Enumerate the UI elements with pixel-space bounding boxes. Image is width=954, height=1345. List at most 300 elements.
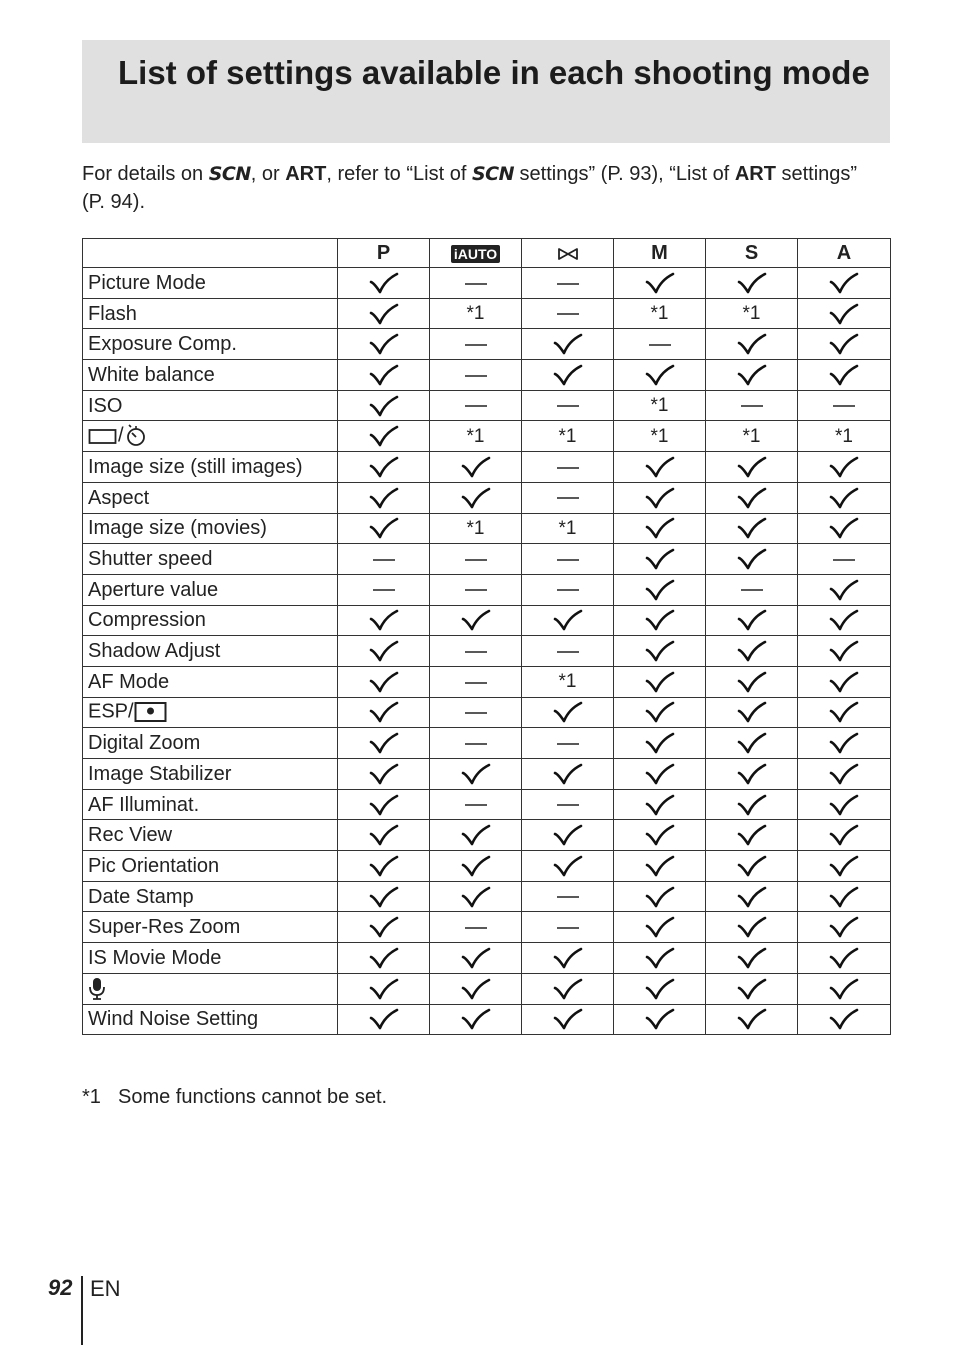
setting-cell [522, 789, 614, 820]
table-row [83, 728, 891, 759]
setting-cell [338, 574, 430, 605]
table-row [83, 544, 891, 575]
setting-cell [430, 666, 522, 697]
setting-label-text: IS Movie Mode [88, 946, 222, 969]
check-icon [828, 915, 860, 939]
check-icon [828, 302, 860, 326]
check-icon [368, 639, 400, 663]
setting-cell [798, 268, 891, 299]
check-icon [736, 823, 768, 847]
dash-mark [465, 681, 487, 685]
setting-cell [338, 666, 430, 697]
setting-cell [706, 881, 798, 912]
setting-cell [430, 1004, 522, 1035]
dash-mark [465, 742, 487, 746]
setting-cell [614, 728, 706, 759]
check-icon [368, 363, 400, 387]
setting-label [83, 759, 338, 790]
column-header-p: P [338, 239, 430, 268]
check-icon [552, 1007, 584, 1031]
check-icon [828, 516, 860, 540]
setting-cell [706, 820, 798, 851]
intro-text-2: , or [250, 163, 286, 185]
check-icon [736, 762, 768, 786]
setting-cell [706, 421, 798, 452]
setting-cell [706, 513, 798, 544]
check-icon [736, 793, 768, 817]
setting-cell [338, 943, 430, 974]
check-icon [644, 1007, 676, 1031]
setting-label [83, 268, 338, 299]
check-icon [736, 670, 768, 694]
table-row [83, 666, 891, 697]
setting-cell [614, 912, 706, 943]
check-icon [368, 1007, 400, 1031]
check-icon [828, 977, 860, 1001]
setting-label [83, 973, 338, 1004]
check-icon [644, 946, 676, 970]
setting-cell [706, 574, 798, 605]
setting-cell [706, 605, 798, 636]
dash-mark [557, 404, 579, 408]
table-row [83, 513, 891, 544]
iauto-icon: iAUTO [451, 245, 500, 263]
check-icon [828, 946, 860, 970]
setting-cell [338, 759, 430, 790]
setting-label-text: Wind Noise Setting [88, 1008, 259, 1031]
check-icon [644, 854, 676, 878]
setting-label [83, 421, 338, 452]
setting-cell [522, 943, 614, 974]
setting-cell [614, 759, 706, 790]
setting-cell [798, 513, 891, 544]
setting-cell [798, 298, 891, 329]
table-row [83, 789, 891, 820]
drive-single-icon [88, 426, 118, 446]
setting-cell [614, 943, 706, 974]
table-row [83, 943, 891, 974]
setting-cell [614, 820, 706, 851]
setting-cell [430, 728, 522, 759]
check-icon [828, 608, 860, 632]
setting-cell [338, 298, 430, 329]
setting-cell [706, 544, 798, 575]
dash-mark [557, 650, 579, 654]
check-icon [368, 424, 400, 448]
setting-cell [338, 912, 430, 943]
check-icon [644, 885, 676, 909]
setting-cell [338, 360, 430, 391]
check-icon [368, 332, 400, 356]
dash-mark [557, 496, 579, 500]
setting-cell [430, 881, 522, 912]
note-ref: *1 [558, 517, 577, 539]
setting-cell [338, 390, 430, 421]
setting-cell [430, 544, 522, 575]
setting-cell [522, 851, 614, 882]
setting-cell [798, 943, 891, 974]
check-icon [828, 731, 860, 755]
setting-cell [614, 574, 706, 605]
check-icon [460, 946, 492, 970]
setting-cell [338, 329, 430, 360]
check-icon [552, 946, 584, 970]
setting-label-text: Exposure Comp. [88, 333, 237, 356]
setting-cell [614, 605, 706, 636]
dash-mark [465, 650, 487, 654]
dash-mark [465, 343, 487, 347]
check-icon [828, 823, 860, 847]
setting-cell [798, 452, 891, 483]
table-row [83, 605, 891, 636]
setting-label [83, 881, 338, 912]
setting-label [83, 943, 338, 974]
setting-cell [522, 881, 614, 912]
header-empty [83, 239, 338, 268]
settings-table [82, 238, 891, 1035]
setting-cell [430, 390, 522, 421]
setting-cell [522, 666, 614, 697]
page-title: List of settings available in each shooting mode [118, 54, 870, 91]
check-icon [644, 455, 676, 479]
setting-cell [522, 360, 614, 391]
note-ref: *1 [558, 425, 577, 447]
scn-mode-icon: SCN [471, 163, 514, 185]
check-icon [736, 854, 768, 878]
setting-label [83, 605, 338, 636]
setting-label [83, 636, 338, 667]
dash-mark [649, 343, 671, 347]
table-row [83, 421, 891, 452]
setting-cell [614, 1004, 706, 1035]
check-icon [368, 854, 400, 878]
check-icon [736, 885, 768, 909]
check-icon [828, 700, 860, 724]
setting-cell [798, 697, 891, 728]
check-icon [552, 762, 584, 786]
table-row [83, 390, 891, 421]
check-icon [644, 793, 676, 817]
table-row [83, 697, 891, 728]
setting-label-text: Picture Mode [88, 271, 206, 294]
dash-mark [833, 558, 855, 562]
setting-label [83, 360, 338, 391]
setting-label-text: Date Stamp [88, 885, 194, 908]
dash-mark [465, 282, 487, 286]
setting-label-text: / [118, 424, 124, 447]
table-row [83, 973, 891, 1004]
dash-mark [557, 803, 579, 807]
dash-mark [741, 404, 763, 408]
footnote [82, 1084, 387, 1110]
setting-label-text: Aperture value [88, 578, 219, 601]
setting-cell [338, 1004, 430, 1035]
setting-cell [614, 881, 706, 912]
setting-cell [522, 1004, 614, 1035]
setting-cell [338, 851, 430, 882]
check-icon [736, 977, 768, 1001]
setting-label [83, 912, 338, 943]
setting-cell [430, 851, 522, 882]
check-icon [644, 271, 676, 295]
check-icon [460, 486, 492, 510]
setting-cell [430, 943, 522, 974]
setting-cell [338, 728, 430, 759]
check-icon [460, 823, 492, 847]
check-icon [552, 823, 584, 847]
setting-cell [522, 452, 614, 483]
setting-cell [798, 544, 891, 575]
note-ref: *1 [835, 425, 853, 447]
spot-metering-icon [134, 701, 168, 723]
check-icon [460, 608, 492, 632]
setting-cell [522, 298, 614, 329]
setting-label [83, 390, 338, 421]
setting-cell [522, 973, 614, 1004]
table-row [83, 298, 891, 329]
check-icon [368, 394, 400, 418]
intro-text-3: , refer to “List of [326, 163, 472, 185]
setting-cell [798, 851, 891, 882]
dash-mark [557, 926, 579, 930]
setting-cell [522, 482, 614, 513]
setting-cell [522, 636, 614, 667]
setting-cell [522, 697, 614, 728]
check-icon [644, 823, 676, 847]
setting-cell [430, 421, 522, 452]
column-header-iauto [430, 239, 522, 268]
check-icon [460, 885, 492, 909]
check-icon [552, 854, 584, 878]
setting-cell [798, 728, 891, 759]
check-icon [460, 455, 492, 479]
setting-cell [614, 851, 706, 882]
table-row [83, 268, 891, 299]
check-icon [828, 486, 860, 510]
setting-label-text: Shadow Adjust [88, 640, 221, 663]
setting-label-text: AF Mode [88, 670, 170, 693]
setting-label-text: ISO [88, 394, 123, 417]
setting-cell [430, 574, 522, 605]
check-icon [828, 762, 860, 786]
dash-mark [373, 558, 395, 562]
check-icon [644, 363, 676, 387]
setting-cell [430, 298, 522, 329]
setting-cell [614, 482, 706, 513]
table-row [83, 329, 891, 360]
setting-cell [706, 1004, 798, 1035]
panorama-icon [557, 247, 579, 261]
check-icon [828, 639, 860, 663]
setting-cell [522, 329, 614, 360]
column-header-a: A [798, 239, 891, 268]
check-icon [368, 885, 400, 909]
setting-cell [798, 574, 891, 605]
setting-cell [522, 912, 614, 943]
table-row [83, 851, 891, 882]
check-icon [828, 670, 860, 694]
setting-label-text: ESP/ [88, 700, 134, 723]
check-icon [828, 363, 860, 387]
setting-cell [706, 666, 798, 697]
setting-cell [430, 697, 522, 728]
setting-label [83, 1004, 338, 1035]
check-icon [736, 363, 768, 387]
setting-cell [338, 452, 430, 483]
setting-cell [522, 759, 614, 790]
setting-cell [706, 360, 798, 391]
dash-mark [465, 711, 487, 715]
note-ref: *1 [650, 425, 669, 447]
setting-cell [338, 881, 430, 912]
setting-cell [430, 973, 522, 1004]
dash-mark [557, 282, 579, 286]
table-row [83, 820, 891, 851]
setting-cell [338, 513, 430, 544]
setting-label-text: Compression [88, 609, 206, 632]
setting-label-text: Flash [88, 302, 137, 325]
setting-label-text: Image size (still images) [88, 455, 303, 478]
setting-cell [430, 789, 522, 820]
setting-label-text: Digital Zoom [88, 732, 201, 755]
setting-cell [430, 513, 522, 544]
art-label: ART [285, 163, 327, 185]
check-icon [828, 854, 860, 878]
setting-label [83, 544, 338, 575]
check-icon [828, 1007, 860, 1031]
setting-label-text: Pic Orientation [88, 854, 220, 877]
dash-mark [465, 926, 487, 930]
setting-label-text: Super-Res Zoom [88, 916, 241, 939]
dash-mark [465, 558, 487, 562]
check-icon [644, 670, 676, 694]
setting-cell [338, 268, 430, 299]
page-divider [81, 1276, 83, 1345]
setting-cell [706, 452, 798, 483]
setting-label [83, 482, 338, 513]
dash-mark [557, 742, 579, 746]
note-ref: *1 [650, 395, 669, 417]
footnote-mark: *1 [82, 1086, 101, 1108]
dash-mark [741, 588, 763, 592]
setting-cell [430, 329, 522, 360]
setting-cell [614, 513, 706, 544]
setting-label [83, 452, 338, 483]
setting-cell [338, 820, 430, 851]
setting-cell [614, 298, 706, 329]
check-icon [828, 271, 860, 295]
setting-cell [798, 820, 891, 851]
setting-label-text: White balance [88, 363, 215, 386]
check-icon [368, 302, 400, 326]
title-banner [82, 40, 890, 143]
check-icon [460, 1007, 492, 1031]
setting-label [83, 697, 338, 728]
setting-cell [614, 636, 706, 667]
page-number: 92 [48, 1275, 73, 1300]
check-icon [736, 731, 768, 755]
check-icon [368, 823, 400, 847]
check-icon [368, 793, 400, 817]
setting-cell [798, 605, 891, 636]
check-icon [368, 670, 400, 694]
microphone-icon [88, 977, 106, 1001]
check-icon [828, 885, 860, 909]
setting-cell [430, 268, 522, 299]
dash-mark [465, 404, 487, 408]
setting-cell [430, 605, 522, 636]
setting-label-text: Rec View [88, 824, 173, 847]
check-icon [736, 486, 768, 510]
check-icon [828, 793, 860, 817]
check-icon [552, 608, 584, 632]
setting-cell [614, 973, 706, 1004]
check-icon [644, 547, 676, 571]
setting-cell [798, 390, 891, 421]
check-icon [368, 977, 400, 1001]
setting-cell [430, 912, 522, 943]
dash-mark [465, 803, 487, 807]
check-icon [552, 363, 584, 387]
dash-mark [465, 374, 487, 378]
setting-cell [430, 482, 522, 513]
setting-cell [522, 820, 614, 851]
note-ref: *1 [650, 303, 669, 325]
setting-cell [430, 820, 522, 851]
check-icon [828, 455, 860, 479]
setting-cell [614, 390, 706, 421]
check-icon [644, 578, 676, 602]
dash-mark [373, 588, 395, 592]
check-icon [736, 700, 768, 724]
setting-cell [338, 605, 430, 636]
check-icon [368, 946, 400, 970]
note-ref: *1 [742, 425, 761, 447]
setting-cell [338, 973, 430, 1004]
setting-label-text: Shutter speed [88, 548, 213, 571]
setting-cell [430, 360, 522, 391]
check-icon [460, 762, 492, 786]
setting-cell [798, 329, 891, 360]
setting-cell [706, 329, 798, 360]
setting-cell [522, 574, 614, 605]
table-row [83, 482, 891, 513]
setting-cell [706, 728, 798, 759]
setting-cell [706, 390, 798, 421]
table-row [83, 881, 891, 912]
check-icon [368, 700, 400, 724]
setting-cell [798, 421, 891, 452]
check-icon [644, 639, 676, 663]
note-ref: *1 [466, 303, 485, 325]
setting-cell [430, 452, 522, 483]
check-icon [736, 1007, 768, 1031]
check-icon [368, 516, 400, 540]
table-row [83, 1004, 891, 1035]
check-icon [552, 977, 584, 1001]
column-header-s: S [706, 239, 798, 268]
setting-cell [706, 482, 798, 513]
setting-cell [706, 298, 798, 329]
column-header-panorama [522, 239, 614, 268]
check-icon [736, 946, 768, 970]
setting-cell [798, 881, 891, 912]
setting-cell [614, 666, 706, 697]
column-header-m: M [614, 239, 706, 268]
setting-cell [430, 636, 522, 667]
page-language: EN [90, 1276, 121, 1301]
check-icon [552, 332, 584, 356]
